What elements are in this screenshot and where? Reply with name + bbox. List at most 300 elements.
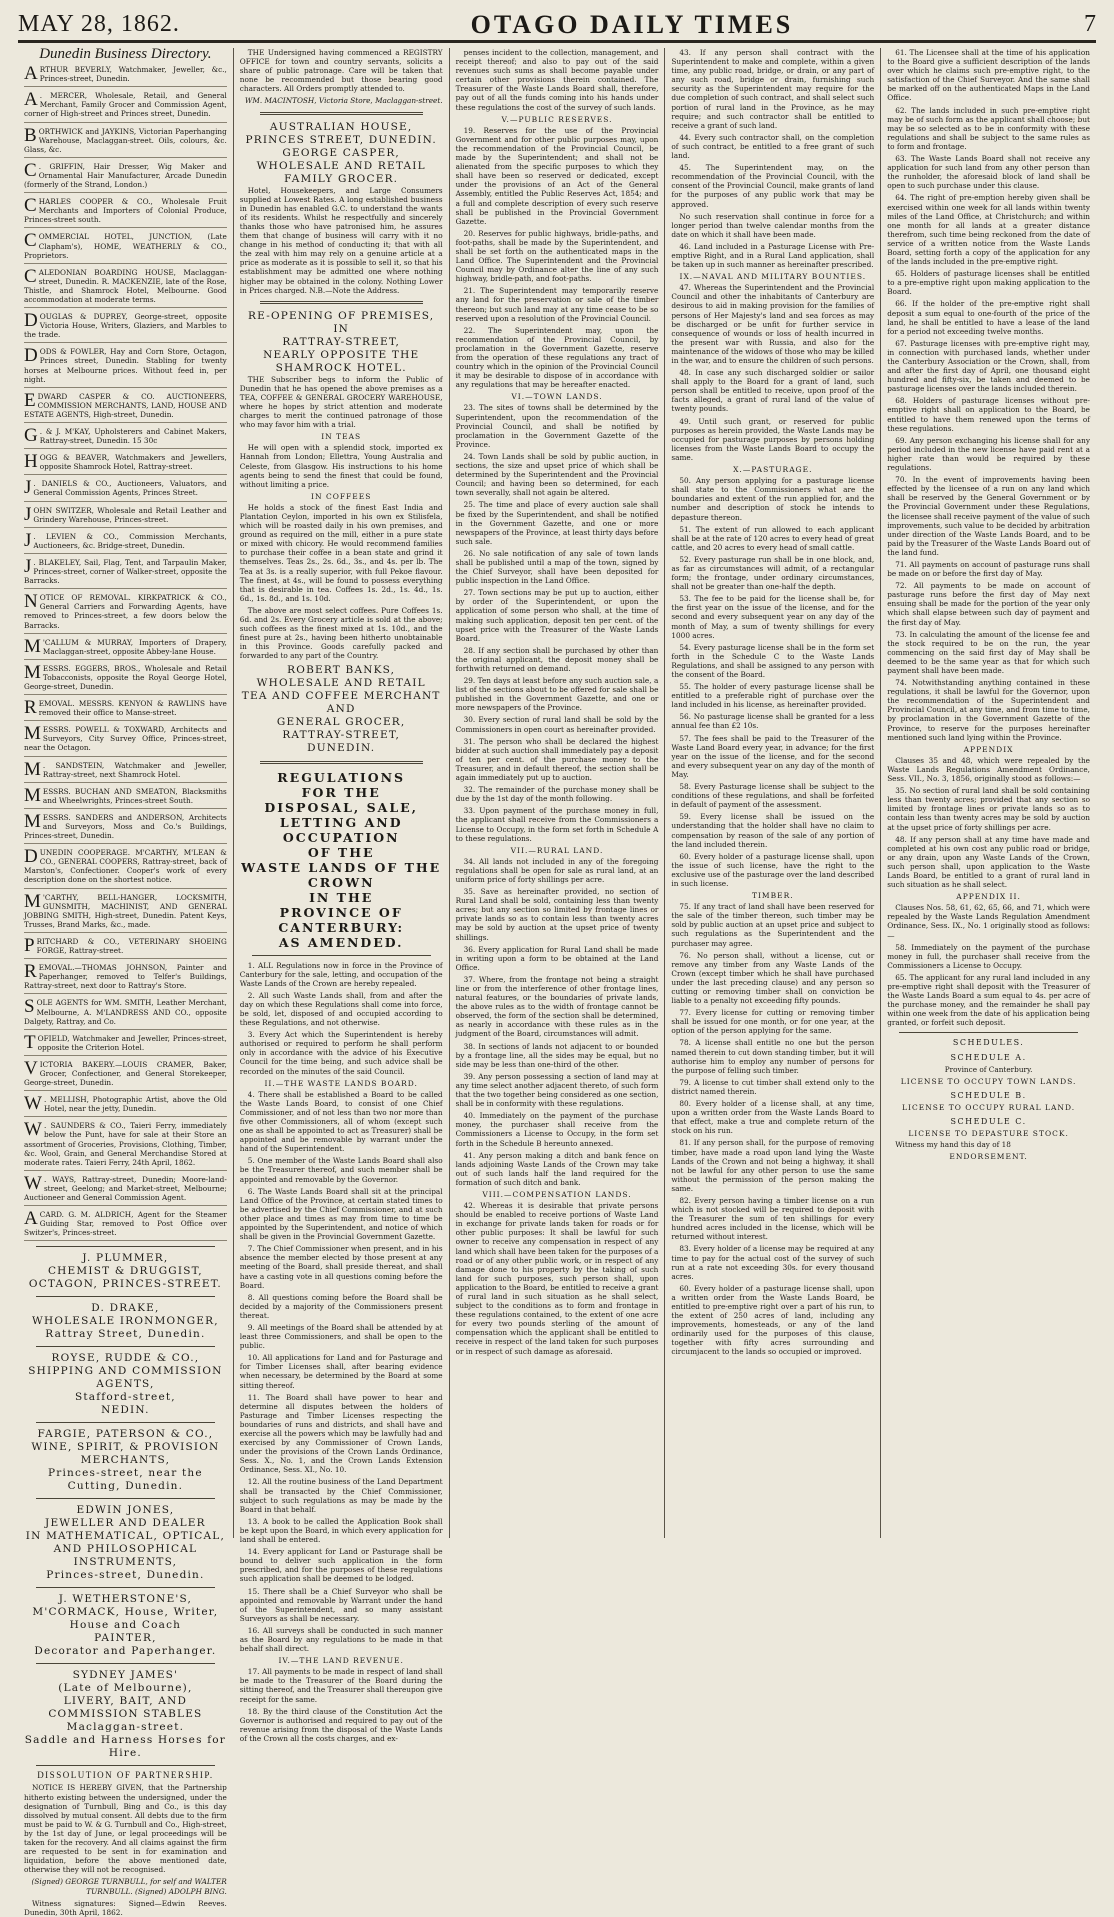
regulation-paragraph: 48. If any person shall at any time have made and completed at his own cost any public road or bridge, or any drain, upon any Waste Lands of the Crown, such person shall, upon application to the Waste Lands Board, be entitled to a grant of rural land in such situation as he shall select.: [887, 834, 1090, 890]
regulation-paragraph: 37. Where, from the frontage not being a straight line or from the interference of other frontage lines, natural features, or the boundaries of private lands, the above rules as to the width of frontage cannot be observed, the form of the section shall be determined, as nearly in accordance with these rules as in the judgment of the Board, circumstances will admit.: [455, 974, 659, 1039]
ad-text: ALEDONIAN BOARDING HOUSE, Maclaggan-street, Dunedin. R. MACKENZIE, late of the Rose, Thistle, and Shamrock Hotel, Melbourne. Good accommodation at moderate terms.: [24, 267, 227, 304]
regulation-paragraph: 83. Every holder of a license may be required at any time to pay for the actual cost of the survey of such run at a rate not exceeding 30s. for every thousand acres.: [671, 1244, 875, 1281]
regulation-paragraph: 41. Any person making a ditch and bank fence on lands adjoining Waste Lands of the Crown may take out of such lands half the land required for the formation of such ditch and bank.: [455, 1150, 659, 1187]
ad-text: ODS & FOWLER, Hay and Corn Store, Octagon, Princes street, Dunedin. Stabling for twenty horses at Melbourne prices. Without feed in, per night.: [24, 347, 227, 384]
regulation-paragraph: 68. Holders of pasturage licenses without pre-emptive right shall on application to the Board, be entitled to have them renewed upon the terms of these regulations.: [887, 396, 1090, 433]
ad-line: RATTRAY-STREET,: [282, 335, 401, 348]
ad-line: WHOLESALE AND RETAIL: [256, 676, 426, 689]
fargie-ad: [24, 1428, 227, 1493]
regulation-paragraph: 18. By the third clause of the Constitution Act the Governor is authorised and required to pay out of the revenue arising from the disposal of the Waste Lands of the Crown all the costs charges, and ex-: [239, 1706, 443, 1743]
regulation-paragraph: 54. Every pasturage license shall be in the form set forth in the Schedule C to the Waste Lands Regulations, and shall be assigned to any person with the consent of the Board.: [671, 642, 875, 679]
schedule-a-subtitle: LICENSE TO OCCUPY TOWN LANDS.: [900, 1076, 1077, 1086]
regulation-paragraph: 26. No sale notification of any sale of town lands shall be published until a map of the town, signed by the Chief Surveyor, shall have been deposited for public inspection in the Land Office.: [455, 548, 659, 586]
drake-ad: [24, 1302, 227, 1341]
ad-line: SHIPPING AND COMMISSION AGENTS,: [28, 1365, 223, 1391]
directory-ad: [24, 503, 227, 528]
ad-line: D. DRAKE,: [91, 1302, 160, 1315]
directory-ad: [24, 389, 227, 423]
schedule-c-title: SCHEDULE C.: [950, 1117, 1027, 1127]
coffees-tail: The above are most select coffees. Pure Coffees 1s. 6d. and 2s. Every Grocery article is sold at the above; such coffees as the finest mixed at 1s. 10d., and the finest pure at 2s., having been hitherto unobtainable in this Province. Goods carefully packed and forwarded to any part of the Country.: [239, 605, 443, 661]
regulation-paragraph: 63. The Waste Lands Board shall not receive any application for such land from any other person than the runholder, the aforesaid block of land shall be open to such purchase under this clause.: [887, 154, 1090, 191]
regulation-paragraph: 82. Every person having a timber license on a run which is not stocked will be required to deposit with the Treasurer the sum of ten shillings for every hundred acres included in the license, which will be returned without interest.: [671, 1195, 875, 1242]
regulations-text-cont: [671, 48, 874, 1357]
regulation-paragraph: 51. The extent of run allowed to each applicant shall be at the rate of 120 acres to every head of great cattle, and 20 acres to every head of small cattle.: [671, 524, 875, 552]
teas-heading: IN TEAS: [321, 432, 362, 442]
ad-line: PAINTER,: [94, 1632, 157, 1645]
directory-ad: [24, 848, 227, 888]
drop-cap: M: [24, 810, 41, 832]
regulation-paragraph: 71. All payments on account of pasturage runs shall be made on or before the first day of May.: [887, 559, 1090, 579]
ad-text: . DANIELS & CO., Auctioneers, Valuators, and General Commission Agents, Princes Street.: [33, 479, 227, 498]
schedule-c-subtitle: LICENSE TO DEPASTURE STOCK.: [908, 1129, 1069, 1139]
ad-text: OGG & BEAVER, Watchmakers and Jewellers, opposite Shamrock Hotel, Rattray-street.: [39, 453, 227, 472]
regulation-paragraph: 47. Whereas the Superintendent and the Provincial Council and other the inhabitants of Canterbury are desirous to aid in making provision for the families of persons of Her Majesty's land and sea forces as may be discharged or be unfit for further service in consequence of wounds or loss of health incurred in the present war with Russia, and also for the maintenance of the widows of those who may be killed in the war, and to ensure the children of such persons.: [671, 283, 875, 365]
column-5: [881, 48, 1096, 1538]
regulation-paragraph: 75. If any tract of land shall have been reserved for the sale of the timber thereon, such timber may be sold by public auction at an upset price and subject to such regulations as the Superintendent and the purchaser may agree.: [671, 902, 875, 948]
ad-line: J. WETHERSTONE'S,: [58, 1593, 193, 1606]
regulation-paragraph: 61. The Licensee shall at the time of his application to the Board give a sufficient description of the lands over which he claims such pre-emptive right, to the satisfaction of the Chief Surveyor. And the same shall be marked off on the authenticated Maps in the Land Office.: [887, 48, 1090, 103]
directory-ad: [24, 529, 227, 554]
regulation-paragraph: 77. Every license for cutting or removing timber shall be issued for one month, or for one year, at the option of the person applying for the same.: [671, 1008, 875, 1036]
drop-cap: J: [24, 555, 32, 577]
issue-date: MAY 28, 1862.: [18, 11, 180, 37]
regulation-paragraph: 76. No person shall, without a license, cut or remove any timber from any Waste Lands of the Crown (except timber which he shall have purchased under the last preceding clause) and any person so cutting or removing timber shall on conviction be liable to a penalty not exceeding fifty pounds.: [671, 950, 875, 1006]
drop-cap: M: [24, 890, 41, 912]
ad-line: Maclaggan-street.: [66, 1721, 185, 1734]
drop-cap: G: [24, 425, 38, 446]
regulation-paragraph: Clauses 35 and 48, which were repealed by the Waste Lands Regulations Amendment Ordinance, Sess. VII., No. 3, 1856, originally stood as follows:—: [887, 755, 1090, 784]
column-2: [234, 48, 450, 1743]
ad-text: EMOVAL.—THOMAS JOHNSON, Painter and Paperhanger, removed to Telfer's Buildings, Rattray-street, next door to Rattray's Store.: [24, 963, 227, 991]
drop-cap: R: [24, 697, 37, 719]
directory-ad: [24, 593, 227, 633]
regulation-paragraph: 22. The Superintendent may, upon the recommendation of the Provincial Council, by proclamation in the Government Gazette, reserve from the operation of these regulations any tract of country which in the opinion of the Provincial Council it may be desirable to dispose of in accordance with any regulations that may be hereafter enacted.: [455, 325, 659, 390]
drop-cap: M: [24, 784, 41, 806]
ad-line: SYDNEY JAMES': [72, 1669, 179, 1682]
regulation-paragraph: 79. A license to cut timber shall extend only to the district named therein.: [671, 1077, 875, 1096]
ad-text: . SANDSTEIN, Watchmaker and Jeweller, Rattray-street, next Shamrock Hotel.: [42, 760, 227, 779]
teas-body: He will open with a splendid stock, imported ex Hannah from London; Ellettra, Young Australia and Celeste, from Glasgow. His instructions to his home agents being to send the finest that could be found, without limiting a price.: [239, 443, 443, 489]
reopening-ad: [240, 310, 443, 375]
column-3: [450, 48, 666, 1538]
regulation-paragraph: 42. Whereas it is desirable that private persons should be enabled to receive portions of Waste Land in exchange for private lands taken for roads or for other public purposes: It shall be lawful for such owner to receive any compensation in respect of any land which shall have been taken for the purposes of a road or of any other public work, or in respect of any damage done to his property by the taking of such land for such purposes, such person shall, upon application to the Board, be entitled to receive a grant of rural land in such situation as he shall select, subject to the conditions as to form and frontage in these regulations contained, to the extent of one acre for every two pounds sterling of the amount of compensation which the applicant shall be entitled to receive in respect of the land taken for such purposes or in respect of such damage as aforesaid.: [455, 1201, 659, 1356]
ad-line: CHEMIST & DRUGGIST,: [47, 1265, 203, 1278]
regulation-paragraph: 16. All surveys shall be conducted in such manner as the Board by any regulations to be made in that behalf shall direct.: [239, 1625, 443, 1654]
registry-office-ad: THE Undersigned having commenced a REGISTRY OFFICE for town and country servants, solicits a share of public patronage. Care will be taken that none be recommended but those bearing good characters. All Orders promptly attended to.: [239, 48, 443, 94]
ad-line: ROYSE, RUDDE & CO.,: [51, 1352, 200, 1365]
ad-line: ROBERT BANKS,: [287, 663, 396, 676]
ad-text: . MERCER, Wholesale, Retail, and General Merchant, Family Grocer and Commission Agent, corner of High-street and Princes street, Dunedin.: [24, 91, 227, 119]
robert-banks-ad: [240, 664, 443, 755]
ad-text: OTICE OF REMOVAL. KIRKPATRICK & CO., General Carriers and Forwarding Agents, have removed to Princes-street, a few doors below the Barracks.: [24, 593, 227, 630]
ad-line: NEARLY OPPOSITE THE SHAMROCK HOTEL.: [263, 348, 420, 374]
dissolution-signed: (Signed) GEORGE TURNBULL, for self and WALTER TURNBULL. (Signed) ADOLPH BING.: [31, 1877, 227, 1896]
directory-ad: [24, 758, 227, 783]
directory-ad: [24, 91, 227, 122]
ad-line: DUNEDIN.: [307, 741, 376, 754]
ad-text: DWARD CASPER & CO. AUCTIONEERS, COMMISSION MERCHANTS, LAND, HOUSE AND ESTATE AGENTS, High-street, Dunedin.: [24, 391, 227, 419]
ad-line: GENERAL GROCER,: [276, 715, 406, 728]
regulations-title: [240, 770, 443, 950]
separator: [260, 301, 423, 304]
directory-ad: [24, 1095, 227, 1117]
ad-line: EDWIN JONES,: [76, 1504, 175, 1517]
ad-line: Princes-street, near the Cutting, Dunedin.: [48, 1467, 203, 1493]
regulation-paragraph: 72. All payments to be made on account of pasturage runs before the first day of May next ensuing shall be made for the portion of the year only which shall elapse between such day of payment and the first day of May.: [887, 581, 1090, 627]
ad-line: WASTE LANDS OF THE CROWN: [241, 859, 442, 890]
directory-ad: [24, 427, 227, 449]
regulation-paragraph: 20. Reserves for public highways, bridle-paths, and foot-paths, shall be made by the Superintendent, and shall be set forth on the authenticated maps in the Land Office. The Superintendent and the Provincial Council may by Ordinance alter the line of any such highway, bridle-path, and foot-paths.: [455, 228, 659, 284]
ad-line: JEWELLER AND DEALER: [45, 1517, 206, 1530]
regulation-paragraph: 50. Any person applying for a pasturage license shall state to the Commissioners what are the boundaries and extent of the run applied for, and the number and description of stock he intends to depasture thereon.: [671, 476, 875, 522]
ad-line: DISPOSAL, SALE, LETTING AND: [264, 799, 418, 830]
separator: [36, 1422, 215, 1423]
regulations-text: [240, 961, 443, 1744]
regulation-paragraph: 67. Pasturage licenses with pre-emptive right may, in connection with purchased lands, whether under the Canterbury Association or the Crown, shall, from and after the first day of April, one thousand eight hundred and fifty-six, be taken and deemed to be pasturage licenses over the lands included therein.: [887, 338, 1090, 394]
ad-text: . GRIFFIN, Hair Dresser, Wig Maker and Ornamental Hair Manufacturer, Arcade Dunedin (formerly of the Strand, London.): [24, 161, 227, 190]
drop-cap: J: [24, 477, 32, 499]
ad-line: GEORGE CASPER,: [282, 146, 400, 159]
drop-cap: B: [24, 124, 37, 146]
ad-text: HARLES COOPER & CO., Wholesale Fruit Merchants and Importers of Colonial Produce, Princes-street south.: [24, 197, 227, 225]
ad-line: Stafford-street,: [74, 1391, 176, 1404]
masthead-rule: [18, 42, 1096, 43]
directory-ad: [24, 159, 227, 193]
regulation-paragraph: 74. Notwithstanding anything contained in these regulations, it shall be lawful for the Governor, upon the recommendation of the Superintendent and Provincial Council, at any time, and from time to time, by proclamation in the Government Gazette of the Province, to reserve for the purposes hereinafter mentioned such land lying within the Province.: [887, 678, 1090, 742]
directory-ad: [24, 661, 227, 695]
ad-line: IN: [333, 322, 350, 335]
drop-cap: C: [24, 159, 37, 181]
ad-text: RTHUR BEVERLY, Watchmaker, Jeweller, &c., Princes-street, Dunedin.: [39, 65, 227, 84]
separator: [260, 761, 423, 764]
ad-line: REGULATIONS: [277, 769, 406, 785]
regulation-paragraph: penses incident to the collection, management, and receipt thereof; and also to pay out of the said revenues such sums as shall become payable under certain other provisions therein contained. The Treasurer of the Waste Lands Board shall, therefore, pay out of all the funds coming into his hands under these regulations the cost of the survey of such lands.: [455, 48, 659, 112]
ad-line: PROVINCE OF CANTERBURY:: [278, 904, 405, 935]
ad-text: . BLAKELEY, Sail, Flag, Tent, and Tarpaulin Maker, Princes-street, corner of Walker-street, opposite the Barracks.: [24, 557, 227, 586]
regulation-paragraph: 35. No section of rural land shall be sold containing less than twenty acres; provided that any section so limited by frontage lines or private lands so as to contain less than twenty acres may be sold by auction at the upset price of forty shillings per acre.: [887, 786, 1090, 832]
ad-line: NEDIN.: [101, 1404, 150, 1417]
drop-cap: W: [24, 1119, 42, 1141]
regulation-paragraph: 38. In sections of lands not adjacent to or bounded by a frontage line, all the sides may be equal, but no side may be less than one-third of the other.: [455, 1041, 659, 1069]
registry-signature: WM. MACINTOSH, Victoria Store, Maclaggan-street.: [244, 96, 443, 106]
drop-cap: D: [24, 345, 38, 367]
regulation-paragraph: 64. The right of pre-emption hereby given shall be exercised within one week for all lands within twenty miles of the Land Office, at Christchurch; and within one month for all lands at a greater distance therefrom, such time being reckoned from the date of service of a written notice from the Waste Lands Board, setting forth a copy of the application for any of the lands included in the pre-emptive right.: [887, 193, 1090, 267]
dissolution-title: DISSOLUTION OF PARTNERSHIP.: [37, 1770, 214, 1781]
regulation-paragraph: No such reservation shall continue in force for a longer period than twelve calendar months from the date on which it shall have been made.: [671, 211, 875, 239]
ad-line: Princes-street, Dunedin.: [46, 1569, 205, 1582]
ad-text: OHN SWITZER, Wholesale and Retail Leather and Grindery Warehouse, Princes-street.: [33, 505, 227, 524]
dissolution-body: NOTICE IS HEREBY GIVEN, that the Partnership hitherto existing between the undersigned, under the designation of Turnbull, Bing and Co., is this day dissolved by mutual consent. All debts due to the firm must be paid to W. & G. Turnbull and Co., High-street, by the 1st day of June, or legal proceedings will be taken for the recovery. And all claims against the firm are requested to be sent in for examination and liquidation, before the above mentioned date, otherwise they will not be recognised.: [24, 1783, 227, 1875]
separator: [260, 112, 423, 115]
section-heading: VII.—RURAL LAND.: [510, 845, 604, 855]
regulation-paragraph: 6. The Waste Lands Board shall sit at the principal Land Office of the Province, at certain stated times to be advertised by the Chief Commissioner, and at such other place and times as may from time to time be appointed by the Superintendent, and notice of which shall be given in the Provincial Government Gazette.: [239, 1186, 443, 1242]
ad-line: WINE, SPIRIT, & PROVISION MERCHANTS,: [31, 1441, 220, 1467]
regulation-paragraph: 60. Every holder of a pasturage license shall, upon a written order from the Waste Lands Board, be entitled to pre-emptive right over a part of his run, to the extent of 250 acres of land, including any improvements, homesteads, or any of the land ordinarily used for the purposes of this clause, together with fifty acres surrounding and circumjacent to the lands so occupied or improved.: [671, 1283, 875, 1357]
drop-cap: E: [24, 389, 36, 411]
regulation-paragraph: 15. There shall be a Chief Surveyor who shall be appointed and removable by Warrant under the hand of the Superintendent, and so many assistant Surveyors as shall be necessary.: [239, 1586, 443, 1623]
directory-ad: [24, 934, 227, 959]
regulation-paragraph: 24. Town Lands shall be sold by public auction, in sections, the size and upset price of which shall be determined by the Superintendent and the Provincial Council; and having been so determined, for each town severally, shall not again be altered.: [455, 451, 659, 498]
drop-cap: J: [24, 503, 32, 525]
ad-text: OUGLAS & DUPREY, George-street, opposite Victoria House, Writers, Glaziers, and Marbles to the trade.: [24, 312, 227, 340]
regulation-paragraph: 5. One member of the Waste Lands Board shall also be the Treasurer thereof, and such member shall be appointed and removable by the Governor.: [239, 1156, 443, 1184]
drop-cap: C: [24, 230, 37, 252]
ad-line: AUSTRALIAN HOUSE,: [269, 120, 413, 133]
regulation-paragraph: 39. Any person possessing a section of land may at any time select another adjacent thereto, of such form that the two together being considered as one section, shall be in conformity with these regulations.: [455, 1071, 659, 1109]
section-heading: IX.—NAVAL AND MILITARY BOUNTIES.: [679, 272, 867, 282]
regulation-paragraph: 2. All such Waste Lands shall, from and after the day on which these Regulations shall come into force, be sold, let, disposed of and occupied according to these Regulations, and not otherwise.: [239, 990, 443, 1028]
directory-ad: [24, 453, 227, 475]
regulation-paragraph: 55. The holder of every pasturage license shall be entitled to a preferable right of purchase over the land included in his license, as hereinafter provided.: [671, 682, 875, 710]
drop-cap: M: [24, 758, 41, 780]
drop-cap: T: [24, 1031, 36, 1053]
separator: [36, 1246, 215, 1247]
ad-line: IN MATHEMATICAL, OPTICAL, AND PHILOSOPHICAL INSTRUMENTS,: [25, 1530, 225, 1569]
directory-ad: [24, 963, 227, 994]
ad-text: OMMERCIAL HOTEL, JUNCTION, (Late Clapham's), HOME, WEATHERLY & CO., Proprietors.: [24, 232, 227, 260]
ad-line: AND: [326, 702, 356, 715]
ad-text: CARD. G. M. ALDRICH, Agent for the Steamer Guiding Star, removed to Post Office over Switzer's, Princes-street.: [24, 1210, 227, 1238]
page-number: 7: [1084, 11, 1096, 37]
directory-ad: [24, 1121, 227, 1170]
drop-cap: C: [24, 265, 37, 287]
regulation-paragraph: 53. The fee to be paid for the license shall be, for the first year on the issue of the license, and for the second and every subsequent year on any day of the month of May, a sum of twenty shillings for every 1000 acres.: [671, 594, 875, 640]
ad-line: M'CORMACK, House, Writer, House and Coach: [32, 1606, 219, 1632]
ad-text: . & J. M'KAY, Upholsterers and Cabinet Makers, Rattray-street, Dunedin. 15 30c: [39, 427, 227, 446]
australian-house-body: Hotel, Housekeepers, and Large Consumers supplied at Lowest Rates. A long established business in Dunedin has enabled G.C. to understand the wants of its residents. Whilst he respectfully and sincerely thanks those who have patronised him, he assures them that change of business will carry with it no change in his method of conducting it; that with all the zeal with him may rely on a genuine article at a price as moderate as it is possible to sell it, so that his establishment may be admitted one where nothing higher may be obtained in the colony. Nothing Lower in Prices charged. N.B.—Note the Address.: [239, 185, 443, 295]
regulation-paragraph: 13. A book to be called the Application Book shall be kept upon the Board, in which every application for land shall be entered.: [239, 1516, 443, 1545]
directory-ad: [24, 725, 227, 756]
regulation-paragraph: 29. Ten days at least before any such auction sale, a list of the sections about to be offered for sale shall be published in the Government Gazette, and one or more newspapers of the Province.: [455, 676, 659, 713]
regulation-paragraph: 73. In calculating the amount of the license fee and the stock required to be on the run, the year commencing on the said first day of May shall be deemed to be the same year as that for which such payment shall have been made.: [887, 629, 1090, 675]
regulation-paragraph: 31. The person who shall be declared the highest bidder at such auction shall immediately pay a deposit of ten per cent. of the purchase money to the Treasurer, and in default thereof, the section shall be again immediately put up to auction.: [455, 736, 659, 783]
directory-ad: [24, 1031, 227, 1056]
royse-ad: [24, 1352, 227, 1417]
regulation-paragraph: 32. The remainder of the purchase money shall be due by the 1st day of the month following.: [455, 785, 659, 804]
dissolution-witness: Witness signatures: Signed—Edwin Reeves. Dunedin, 30th April, 1862.: [24, 1898, 227, 1917]
separator: [899, 1032, 1078, 1033]
regulation-paragraph: 11. The Board shall have power to hear and determine all disputes between the holders of Pasturage and Timber Licenses respecting the boundaries of runs and districts, and shall have and exercise all the powers which may be lawfully had and exercised by any Commissioner of Crown Lands, under the provisions of the Crown Lands Ordinance, Sess. X., No. 1, and the Crown Lands Extension Ordinance, Sess. XI., No. 10.: [239, 1392, 443, 1475]
ad-line: AS AMENDED.: [278, 934, 404, 950]
ad-line: OCTAGON, PRINCES-STREET.: [28, 1278, 222, 1291]
ad-line: IN THE: [309, 889, 374, 905]
regulation-paragraph: 58. Every Pasturage license shall be subject to the conditions of these regulations, and shall be forfeited in default of payment of the assessment.: [671, 782, 875, 810]
ad-text: ESSRS. EGGERS, BROS., Wholesale and Retail Tobacconists, opposite the Royal George Hotel, George-street, Dunedin.: [24, 663, 227, 691]
ad-line: PRINCES STREET, DUNEDIN.: [245, 133, 437, 146]
directory-ad: [24, 65, 227, 87]
directory-ad: [24, 1172, 227, 1206]
ad-text: OLE AGENTS for WM. SMITH, Leather Merchant, Melbourne, A. M'LANDRESS AND CO., opposite Dalgety, Rattray, and Co.: [24, 998, 227, 1026]
regulation-paragraph: 59. Every license shall be issued on the understanding that the holder shall have no claim to compensation by reason of the sale of any portion of the land included therein.: [671, 812, 875, 849]
regulation-paragraph: 9. All meetings of the Board shall be attended by at least three Commissioners, and shall be open to the public.: [239, 1322, 443, 1351]
section-heading: APPENDIX II.: [956, 892, 1021, 902]
schedule-a-title: SCHEDULE A.: [950, 1052, 1027, 1062]
regulation-paragraph: 1. ALL Regulations now in force in the Province of Canterbury for the sale, letting, and occupation of the Waste Lands of the Crown are hereby repealed.: [239, 960, 443, 988]
regulation-paragraph: 28. If any section shall be purchased by other than the original applicant, the deposit money shall be forthwith returned on demand.: [455, 645, 659, 673]
directory-ad: [24, 784, 227, 809]
directory-ad: [24, 810, 227, 844]
ad-line: WHOLESALE AND RETAIL FAMILY GROCER.: [256, 159, 426, 185]
regulation-paragraph: 34. All lands not included in any of the foregoing regulations shall be open for sale as rural land, at an uniform price of forty shillings per acre.: [455, 856, 659, 884]
drop-cap: R: [24, 961, 37, 983]
directory-ad: [24, 312, 227, 343]
coffees-body: He holds a stock of the finest East India and Plantation Ceylon, imported in his own ex Stilisfela, which will be roasted daily in his own premises, and ground as required on the mill, either in a pure state or mixed with chicory. He would recommend families to purchase their coffee in a bean state and grind it themselves. Teas 2s., 2s. 6d., 3s., and 4s. per lb. The Tea at 3s. is a really superior, with full Pekoe flavour. The finest, at 4s., will be found to possess everything that is desirable in tea. Coffees 1s. 2d., 1s. 4d., 1s. 6d., 1s. 8d., and 1s. 10d.: [239, 502, 443, 603]
regulation-paragraph: 43. If any person shall contract with the Superintendent to make and complete, within a given time, any public road, bridge, or drain, or any part of any such road, bridge or drain, furnishing such security as the Superintendent may require for the due completion of such contract, and shall select such portion of rural land in the Province, as he may require; and such contractor shall be entitled to receive a grant of such land.: [671, 48, 875, 130]
drop-cap: A: [24, 1208, 38, 1230]
directory-ad: [24, 124, 227, 158]
newspaper-title: OTAGO DAILY TIMES: [470, 10, 794, 39]
regulation-paragraph: 17. All payments to be made in respect of land shall be made to the Treasurer of the Board during the sitting thereof, and the Treasurer shall thereupon give receipt for the same.: [239, 1667, 443, 1704]
drop-cap: M: [24, 661, 41, 683]
regulation-paragraph: 81. If any person shall, for the purpose of removing timber, have made a road upon land lying the Waste Lands of the Crown and not being a highway, it shall not be lawful for any other person to use the same without the permission of the person making the same.: [671, 1138, 875, 1193]
ad-line: OCCUPATION: [282, 829, 400, 845]
separator: [36, 1346, 215, 1347]
ad-line: FOR THE: [301, 784, 381, 800]
drop-cap: C: [24, 195, 37, 217]
ad-line: Rattray Street, Dunedin.: [45, 1328, 206, 1341]
ad-text: 'CARTHY, BELL-HANGER, LOCKSMITH, GUNSMITH, MACHINIST, AND GENERAL JOBBING SMITH, High-street, Dunedin. Patent Keys, Trusses, Brand Marks, &c., made.: [24, 892, 227, 929]
ad-line: Saddle and Harness Horses for Hire.: [24, 1734, 227, 1760]
drop-cap: H: [24, 451, 38, 473]
directory-ad: [24, 479, 227, 501]
regulation-paragraph: 12. All the routine business of the Land Department shall be transacted by the Chief Commissioner, subject to such regulations as may be made by the Board in that behalf.: [239, 1477, 443, 1514]
ad-text: ESSRS. SANDERS and ANDERSON, Architects and Surveyors, Moss and Co.'s Buildings, Princes-street, Dunedin.: [24, 812, 227, 841]
separator: [36, 1765, 215, 1766]
section-heading: TIMBER.: [751, 891, 794, 901]
regulation-paragraph: 4. There shall be established a Board to be called the Waste Lands Board, to consist of one Chief Commissioner, and of not less than two nor more than five other Commissioners, all of whom (except such one as shall be appointed to act as Treasurer) shall be appointed and be removable by warrant under the hand of the Superintendent.: [239, 1089, 443, 1154]
section-heading: VI.—TOWN LANDS.: [511, 392, 603, 402]
separator: [36, 1663, 215, 1664]
separator: [252, 955, 431, 956]
regulation-paragraph: 46. Land included in a Pasturage License with Pre-emptive Right, and in a Rural Land application, shall be taken up in such manner as hereinafter prescribed.: [671, 241, 875, 270]
regulation-paragraph: 66. If the holder of the pre-emptive right shall deposit a sum equal to one-fourth of the price of the land, he shall be entitled to have a lease of the land for a period not exceeding twelve months.: [887, 299, 1090, 336]
drop-cap: J: [24, 529, 32, 551]
ad-line: WHOLESALE IRONMONGER,: [31, 1315, 219, 1328]
regulation-paragraph: 80. Every holder of a license shall, at any time, upon a written order from the Waste Lands Board to that effect, make a true and complete return of the stock on his run.: [671, 1099, 875, 1136]
regulation-paragraph: 14. Every applicant for Land or Pasturage shall be bound to deliver such application in the form prescribed, and for the purposes of these regulations such application shall be deemed to be lodged.: [239, 1547, 443, 1584]
regulation-paragraph: 78. A license shall entitle no one but the person named therein to cut down standing timber, but it will authorise him to employ any number of persons for the purpose of felling such timber.: [671, 1038, 875, 1075]
ad-line: J. PLUMMER,: [82, 1252, 169, 1265]
masthead: [18, 6, 1096, 42]
ad-text: EMOVAL. MESSRS. KENYON & RAWLINS have removed their office to Manse-street.: [38, 699, 227, 718]
drop-cap: A: [24, 89, 38, 111]
directory-ad: [24, 1057, 227, 1091]
drop-cap: W: [24, 1093, 42, 1115]
directory-ads: [24, 65, 227, 1241]
reopening-body: THE Subscriber begs to inform the Public of Dunedin that he has opened the above premises as a TEA, COFFEE & GENERAL GROCERY WAREHOUSE, where he hopes by strict attention and moderate charges to merit the continued patronage of those who may favor him with a trial.: [239, 374, 443, 430]
schedule-b-title: SCHEDULE B.: [950, 1090, 1027, 1100]
ad-text: RITCHARD & CO., VETERINARY SHOEING FORGE, Rattray-street.: [36, 936, 227, 956]
directory-ad: [24, 555, 227, 589]
plummer-ad: [24, 1252, 227, 1291]
directory-heading: Dunedin Business Directory.: [39, 46, 212, 62]
directory-ad: [24, 998, 227, 1029]
drop-cap: M: [24, 723, 41, 745]
section-heading: VIII.—COMPENSATION LANDS.: [482, 1189, 632, 1199]
drop-cap: V: [24, 1057, 38, 1079]
jones-ad: [24, 1504, 227, 1582]
ad-text: . WAYS, Rattray-street, Dunedin; Moore-land-street, Geelong; and Market-street, Melbourne; Auctioneer and General Commission Agent.: [24, 1174, 227, 1202]
james-ad: [24, 1669, 227, 1760]
separator: [36, 1296, 215, 1297]
regulation-paragraph: 45. The Superintendent may, on the recommendation of the Provincial Council, with the consent of the Provincial Council, make grants of land for the purposes of any public work that may be approved.: [671, 163, 875, 209]
drop-cap: A: [24, 63, 38, 85]
ad-line: FARGIE, PATERSON & CO.,: [37, 1428, 214, 1441]
section-heading: II.—THE WASTE LANDS BOARD.: [264, 1078, 418, 1088]
ad-text: ESSRS. BUCHAN AND SMEATON, Blacksmiths and Wheelwrights, Princes-street South.: [42, 786, 227, 805]
ad-line: TEA AND COFFEE MERCHANT: [241, 689, 441, 702]
ad-line: LIVERY, BAIT, AND COMMISSION STABLES: [48, 1695, 203, 1721]
regulation-paragraph: 25. The time and place of every auction sale shall be fixed by the Superintendent, and shall be notified in the Government Gazette, and one or more newspapers of the Province, at least thirty days before such sale.: [455, 500, 659, 546]
regulation-paragraph: 35. Save as hereinafter provided, no section of Rural Land shall be sold, containing less than twenty acres; but any section so limited by frontage lines or private lands so as to contain less than twenty acres may be sold by auction at the upset price of twenty shillings.: [455, 887, 659, 942]
drop-cap: P: [24, 934, 35, 956]
directory-ad: [24, 635, 227, 660]
regulation-paragraph: 8. All questions coming before the Board shall be decided by a majority of the Commissioners present thereat.: [239, 1292, 443, 1320]
drop-cap: D: [24, 310, 38, 332]
directory-ad: [24, 699, 227, 721]
ad-line: OF THE: [307, 844, 375, 860]
regulation-paragraph: 7. The Chief Commissioner when present, and in his absence the member elected by those present at any meeting of the Board, shall preside thereat, and shall have a casting vote in all questions coming before the Board.: [239, 1244, 443, 1290]
ad-text: ESSRS. POWELL & TOXWARD, Architects and Surveyors, City Survey Office, Princes-street, near the Octagon.: [24, 725, 227, 753]
regulation-paragraph: 21. The Superintendent may temporarily reserve any land for the preservation or sale of the timber thereon; but such land may at any time cease to be so reserved upon a resolution of the Provincial Council.: [455, 286, 659, 323]
province-label: Province of Canterbury.: [944, 1064, 1033, 1074]
separator: [36, 1587, 215, 1588]
ad-text: OFIELD, Watchmaker and Jeweller, Princes-street, opposite the Criterion Hotel.: [37, 1033, 227, 1052]
directory-ad: [24, 197, 227, 228]
directory-ad: [24, 232, 227, 263]
directory-ad: [24, 890, 227, 933]
regulation-paragraph: 10. All applications for Land and for Pasturage and for Timber Licenses shall, after bearing evidence when necessary, be determined by the Board at some sitting thereof.: [239, 1353, 443, 1390]
regulation-paragraph: 69. Any person exchanging his license shall for any period included in the new license have paid rent at a higher rate than would be required by these regulations.: [887, 435, 1090, 473]
regulation-paragraph: 70. In the event of improvements having been effected by the licensee of a run on any land which shall be reserved by the General Government or by the Provincial Government under these Regulations, the licensee shall receive payment of the value of such improvements, such value to be decided by arbitration under direction of the Waste Lands Board, and to be paid by the Treasurer of the Waste Lands Board out of the land fund.: [887, 475, 1090, 557]
regulation-paragraph: 44. Every such contractor shall, on the completion of such contract, be entitled to a free grant of such land.: [671, 132, 875, 161]
regulation-paragraph: 30. Every section of rural land shall be sold by the Commissioners in open court as hereinafter provided.: [455, 715, 659, 734]
column-1: [18, 46, 234, 1917]
regulation-paragraph: 23. The sites of towns shall be determined by the Superintendent, upon the recommendation of the Provincial Council, and shall be notified by proclamation in the Government Gazette of the Province.: [455, 403, 659, 449]
ad-line: (Late of Melbourne),: [58, 1682, 193, 1695]
drop-cap: M: [24, 635, 41, 657]
regulation-paragraph: 60. Every holder of a pasturage license shall, upon the issue of such license, have the right to the exclusive use of the pasturage over the land described in such license.: [671, 851, 875, 888]
regulation-paragraph: 52. Every pasturage run shall be in one block, and, as far as circumstances will admit, of a rectangular form; the frontage, under ordinary circumstances, shall not be greater than one-half the depth.: [671, 554, 875, 592]
column-4: [665, 48, 881, 1538]
section-heading: V.—PUBLIC RESERVES.: [501, 114, 613, 124]
directory-ad: [24, 347, 227, 387]
witness-line: Witness my hand this day of 18: [895, 1140, 1011, 1150]
ad-text: ICTORIA BAKERY.—LOUIS CRAMER, Baker, Grocer, Confectioner, and General Storekeeper, George-street, Dunedin.: [24, 1059, 227, 1088]
ad-text: 'CALLUM & MURRAY, Importers of Drapery, Maclaggan-street, opposite Abbey-lane House.: [42, 637, 227, 656]
regulation-paragraph: 40. Immediately on the payment of the purchase money, the purchaser shall receive from the Commissioners a License to Occupy, in the form set forth in the Schedule B hereunto annexed.: [455, 1111, 659, 1148]
regulation-paragraph: 3. Every Act which the Superintendent is hereby authorised or required to perform he shall perform only in accordance with the advice of his Executive Council for the time being, and such advice shall be recorded on the minutes of the said Council.: [239, 1030, 443, 1076]
ad-text: UNEDIN COOPERAGE. M'CARTHY, M'LEAN & CO., GENERAL COOPERS, Rattray-street, back of Marston's, Confectioner. Cooper's work of every description done on the shortest notice.: [24, 848, 227, 885]
endorsement-title: ENDORSEMENT.: [949, 1152, 1028, 1162]
regulation-paragraph: 49. Until such grant, or reserved for public purposes as herein provided, the Waste Lands may be occupied for pasturage purposes by persons holding licenses from the Waste Lands Board to occupy the same.: [671, 416, 875, 462]
regulations-text-cont: [456, 48, 659, 1356]
ad-line: RATTRAY-STREET,: [282, 728, 401, 741]
directory-ad: [24, 1210, 227, 1241]
regulation-paragraph: 56. No pasturage license shall be granted for a less annual fee than £2 10s.: [671, 712, 875, 731]
regulation-paragraph: Clauses Nos. 58, 61, 62, 65, 66, and 71, which were repealed by the Waste Lands Regulation Amendment Ordinance, Sess. IX., No. 1 originally stood as follows:—: [887, 903, 1090, 940]
regulation-paragraph: 19. Reserves for the use of the Provincial Government and for other public purposes may, upon the recommendation of the Provincial Council, be made by the Superintendent; and shall not be alienated from the specific purposes to which they shall have been so reserved or dedicated, except under the provisions of an Act of the General Assembly, entitled the Public Reserves Act, 1854; and a full and complete description of every such reserve shall be published in the Provincial Government Gazette.: [455, 125, 659, 226]
regulation-paragraph: 58. Immediately on the payment of the purchase money in full, the purchaser shall receive from the Commissioners a License to Occupy.: [887, 942, 1090, 970]
ad-line: Decorator and Paperhanger.: [34, 1645, 217, 1658]
ad-text: . SAUNDERS & CO., Taieri Ferry, immediately below the Punt, have for sale at their Store an assortment of Groceries, Provisions, Clothing, Timber, &c. Wool, Grain, and General Merchandise Stored at moderate rates. Taieri Ferry, 24th April, 1862.: [24, 1121, 227, 1167]
drop-cap: N: [24, 591, 38, 613]
ad-text: . MELLISH, Photographic Artist, above the Old Hotel, near the jetty, Dunedin.: [43, 1095, 227, 1114]
separator: [36, 1498, 215, 1499]
directory-ad: [24, 265, 227, 308]
regulation-paragraph: 65. The applicant for any rural land included in any pre-emptive right shall deposit with the Treasurer of the Waste Lands Board a sum equal to 4s. per acre of the purchase money, and the remainder he shall pay within one week from the date of his application being granted, or forfeit such deposit.: [887, 972, 1090, 1028]
regulation-paragraph: 65. Holders of pasturage licenses shall be entitled to a pre-emptive right upon making application to the Board.: [887, 269, 1090, 297]
